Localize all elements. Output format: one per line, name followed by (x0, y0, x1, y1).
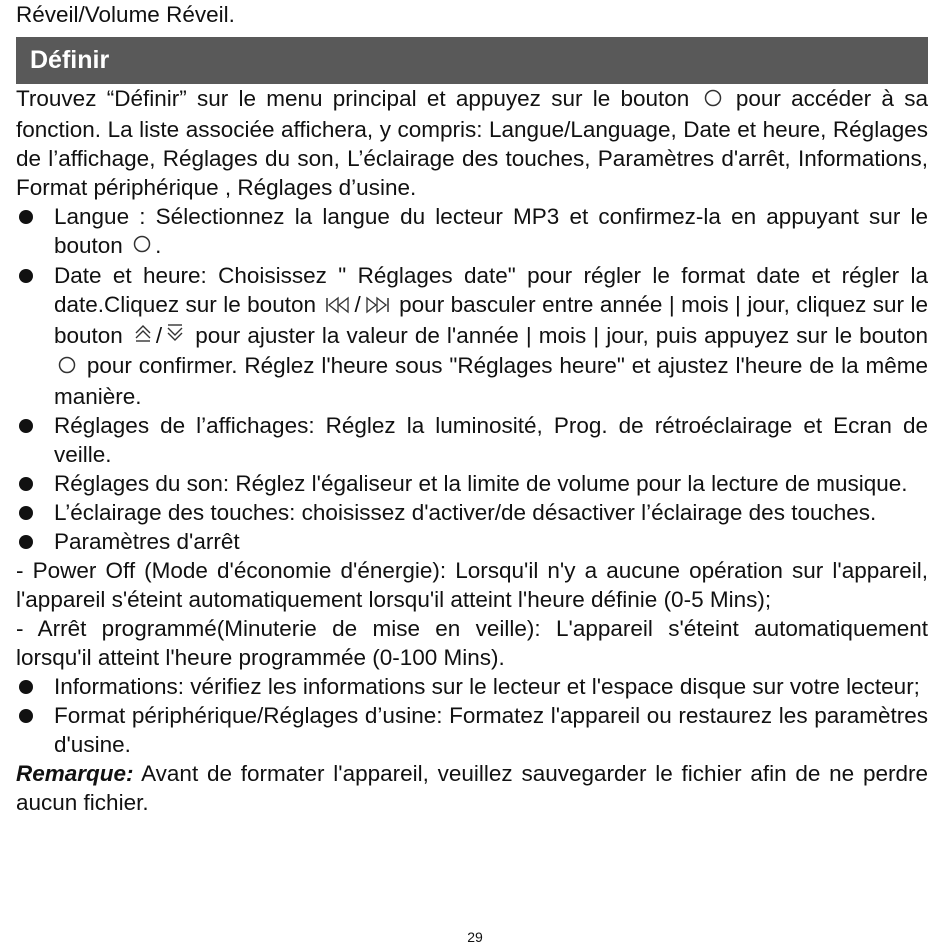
volume-up-icon (133, 322, 153, 351)
skip-previous-icon (325, 292, 351, 321)
bullet-icon (19, 680, 33, 694)
list-item-langue (16, 202, 928, 262)
remarque-label: Remarque: (16, 760, 134, 786)
bullet-icon (19, 210, 33, 224)
list-item-format (16, 701, 928, 759)
remarque-text: Avant de formater l'appareil, veuillez sauvegarder le fichier afin de ne perdre aucun fichier. (16, 760, 928, 815)
circle-button-icon (57, 353, 77, 382)
page-number: 29 (467, 929, 483, 945)
remarque-paragraph (16, 759, 928, 817)
circle-button-icon (703, 86, 723, 115)
arret-programme-paragraph: - Arrêt programmé(Minuterie de mise en veille): L'appareil s'éteint automatiquement lorsqu'il atteint l'heure programmée (0-100 Mins). (16, 615, 928, 670)
list-item-eclairage (16, 498, 928, 527)
son-text: Réglages du son: Réglez l'égaliseur et la limite de volume pour la lecture de musique. (54, 470, 908, 496)
bullet-icon (19, 269, 33, 283)
date-text-1: Date et heure: Choisissez " Réglages date" pour régler le format date et régler la date.Cliquez sur le bouton (54, 263, 928, 318)
circle-button-icon (132, 232, 152, 261)
arret-text: Paramètres d'arrêt (54, 528, 240, 554)
langue-text-1: Langue : Sélectionnez la langue du lecteur MP3 et confirmez-la en appuyant sur le bouton (54, 203, 928, 258)
date-separator-1: / (354, 292, 361, 318)
date-separator-2: / (155, 322, 163, 348)
bullet-icon (19, 709, 33, 723)
informations-text: Informations: vérifiez les informations sur le lecteur et l'espace disque sur votre lecteur; (54, 673, 920, 699)
section-title-bar (16, 37, 928, 84)
volume-down-icon (165, 322, 185, 351)
power-off-paragraph: - Power Off (Mode d'économie d'énergie): Lorsqu'il n'y a aucune opération sur l'appareil, l'appareil s'éteint automatiquement lorsqu'il atteint l'heure définie (0-5 Mins); (16, 557, 928, 612)
bullet-icon (19, 477, 33, 491)
bullet-icon (19, 419, 33, 433)
intro-paragraph (16, 84, 928, 202)
settings-list (16, 202, 928, 556)
list-item-informations (16, 672, 928, 701)
format-text: Format périphérique/Réglages d’usine: Formatez l'appareil ou restaurez les paramètres d'usine. (54, 702, 928, 757)
list-item-arret (16, 527, 928, 556)
intro-text-2: pour accéder à sa fonction. La liste associée affichera, y compris: Langue/Language, Date et heure, Réglages de l’affichage, Réglages du son, L’éclairage des touches, Paramètres d'arrêt, Informations, Format périphérique , Réglages d’usine. (16, 86, 928, 200)
section-title: Définir (30, 46, 110, 74)
intro-text-1: Trouvez “Définir” sur le menu principal et appuyez sur le bouton (16, 86, 690, 111)
date-text-4: pour confirmer. Réglez l'heure sous "Réglages heure" et ajustez l'heure de la même manière. (54, 353, 928, 409)
manual-page (16, 0, 928, 817)
list-item-date-heure (16, 261, 928, 411)
list-item-son (16, 469, 928, 498)
list-item-affichage (16, 411, 928, 469)
date-text-2: pour basculer entre année | mois | jour, cliquez sur le bouton (54, 292, 928, 348)
bullet-icon (19, 535, 33, 549)
affichage-text: Réglages de l’affichages: Réglez la luminosité, Prog. de rétroéclairage et Ecran de veille. (54, 412, 928, 467)
lead-line: Réveil/Volume Réveil. (16, 2, 235, 27)
settings-list-continued (16, 672, 928, 759)
date-text-3: pour ajuster la valeur de l'année | mois | jour, puis appuyez sur le bouton (195, 322, 928, 348)
bullet-icon (19, 506, 33, 520)
eclairage-text: L’éclairage des touches: choisissez d'activer/de désactiver l’éclairage des touches. (54, 499, 877, 525)
langue-text-2: . (155, 232, 162, 258)
skip-next-icon (364, 292, 390, 321)
